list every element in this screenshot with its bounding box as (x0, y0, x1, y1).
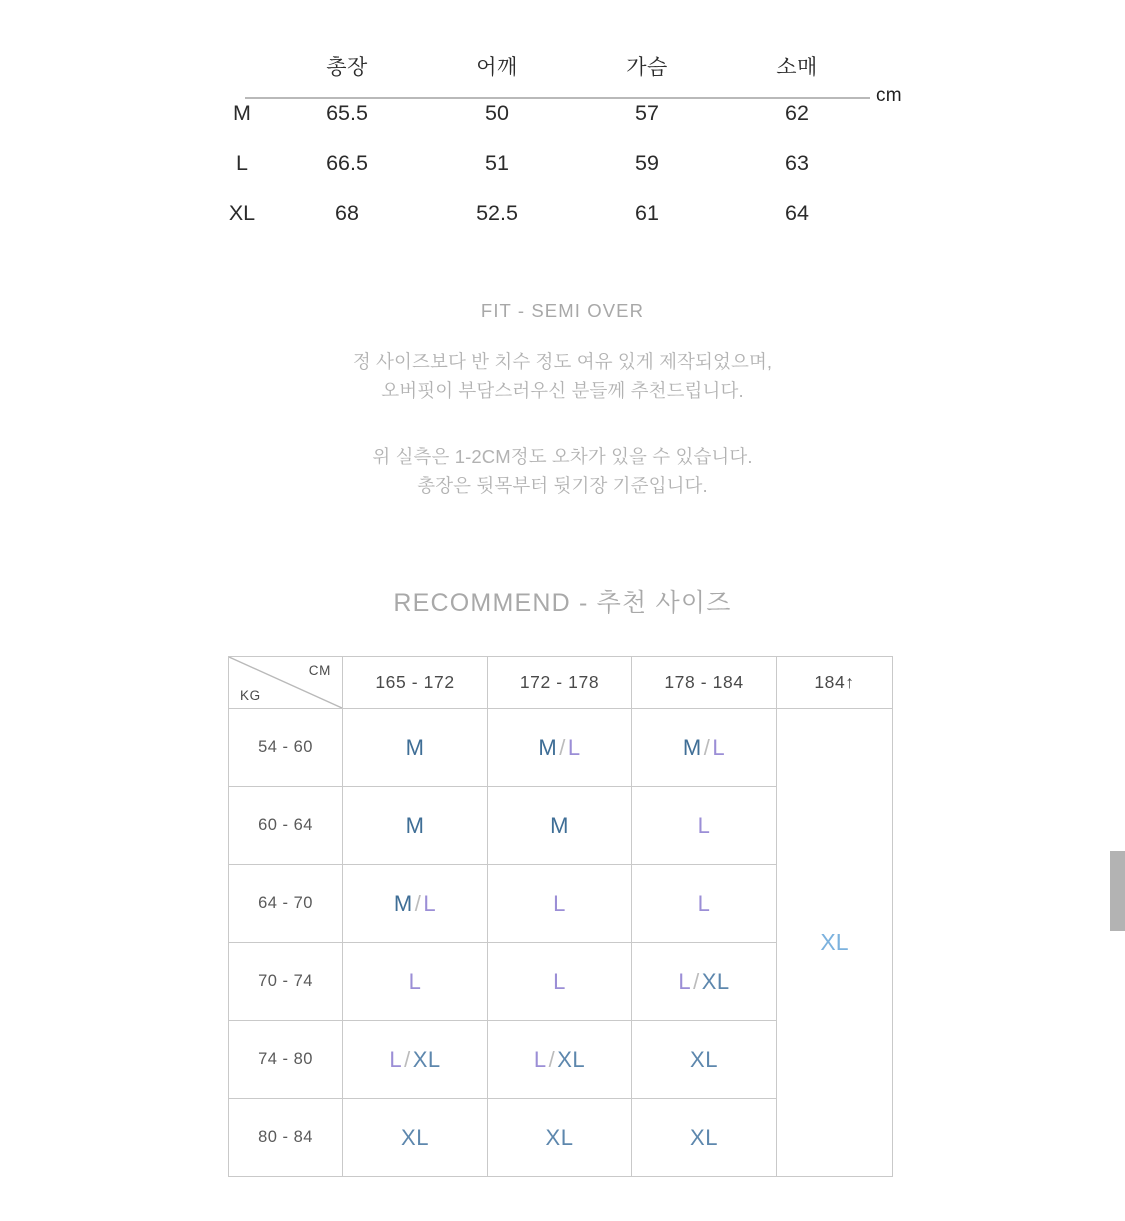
fit-paragraph-2-line-2: 총장은 뒷목부터 뒷기장 기준입니다. (417, 475, 708, 497)
size-table-header-row (212, 44, 872, 88)
recommend-cell-2-2 (632, 865, 777, 943)
recommend-cell-3-2 (632, 943, 777, 1021)
fit-paragraph-2 (0, 443, 1125, 500)
size-table-col-header-1: 어깨 (476, 56, 518, 79)
size-cell-xl-2: 61 (635, 200, 659, 225)
recommend-weight-label-1: 60 - 64 (229, 787, 343, 865)
recommend-section-heading: RECOMMEND - 추천 사이즈 (393, 589, 732, 617)
size-token-xl: XL (690, 1124, 718, 1150)
size-row-label-l: L (236, 150, 248, 175)
size-table-col-header-3: 소매 (776, 56, 818, 79)
recommend-cell-3-1 (488, 943, 632, 1021)
fit-paragraph-1-line-2: 오버핏이 부담스러우신 분들께 추천드립니다. (381, 379, 744, 401)
size-token-l: L (697, 890, 711, 916)
table-row (212, 88, 872, 138)
corner-kg-label: KG (240, 688, 261, 703)
size-token-separator: / (693, 968, 700, 994)
corner-cm-label: CM (308, 663, 331, 678)
size-token-m: M (405, 734, 425, 760)
recommend-cell-2-0 (343, 865, 488, 943)
size-row-label-m: M (233, 100, 251, 125)
fit-paragraph-1-line-1: 정 사이즈보다 반 치수 정도 여유 있게 제작되었으며, (352, 351, 773, 372)
size-token-separator: / (548, 1046, 556, 1072)
size-token-l: L (408, 968, 422, 994)
recommend-weight-label-3: 70 - 74 (229, 943, 343, 1021)
fit-paragraph-1 (0, 348, 1125, 405)
size-token-xl: XL (701, 968, 730, 994)
size-token-xl: XL (401, 1124, 429, 1150)
recommend-cell-merged-xl (777, 709, 893, 1177)
recommend-cell-3-0 (343, 943, 488, 1021)
recommend-cell-0-1 (488, 709, 632, 787)
size-token-separator: / (414, 890, 422, 916)
recommend-height-header-1: 172 - 178 (488, 657, 632, 709)
recommend-cell-2-1 (488, 865, 632, 943)
recommend-height-header-2: 178 - 184 (632, 657, 777, 709)
recommend-height-header-3: 184↑ (777, 657, 893, 709)
recommend-header-row (229, 657, 893, 709)
size-cell-m-0: 65.5 (326, 100, 368, 125)
recommend-cell-0-0 (343, 709, 488, 787)
fit-paragraph-2-line-1: 위 실측은 1-2CM정도 오차가 있을 수 있습니다. (372, 446, 753, 468)
size-token-separator: / (559, 734, 566, 760)
recommend-weight-label-5: 80 - 84 (229, 1099, 343, 1177)
size-token-l: L (678, 968, 692, 994)
size-token-m: M (682, 734, 702, 760)
size-cell-xl-0: 68 (335, 200, 359, 225)
size-token-m: M (405, 812, 425, 838)
size-token-l: L (533, 1046, 547, 1072)
size-table-header-divider (245, 97, 870, 99)
size-token-xl: XL (690, 1046, 718, 1072)
size-token-xl: XL (557, 1046, 586, 1072)
size-token-l: L (567, 734, 581, 760)
table-row (212, 138, 872, 188)
size-token-m: M (550, 812, 569, 838)
size-token-l: L (553, 890, 566, 916)
size-table-corner (212, 44, 272, 88)
recommend-weight-label-4: 74 - 80 (229, 1021, 343, 1099)
recommend-size-table (228, 656, 893, 1177)
recommend-table-body (229, 709, 893, 1177)
recommend-cell-1-1 (488, 787, 632, 865)
size-cell-m-3: 62 (785, 100, 809, 125)
size-cell-l-3: 63 (785, 150, 809, 175)
size-table-unit-label: cm (876, 85, 902, 106)
size-measurement-section (0, 0, 1125, 238)
recommend-cell-1-0 (343, 787, 488, 865)
fit-title: FIT - SEMI OVER (480, 300, 645, 321)
size-token-l: L (423, 890, 437, 916)
page-scrollbar-thumb[interactable] (1110, 851, 1125, 931)
recommend-size-section (228, 656, 892, 1177)
recommend-cell-4-1 (488, 1021, 632, 1099)
size-cell-xl-3: 64 (785, 200, 809, 225)
recommend-weight-label-2: 64 - 70 (229, 865, 343, 943)
recommend-cell-5-1 (488, 1099, 632, 1177)
recommend-corner-cell (229, 657, 343, 709)
size-token-xl: XL (545, 1124, 574, 1150)
table-row (229, 709, 893, 787)
recommend-cell-0-2 (632, 709, 777, 787)
size-token-l: L (553, 968, 566, 994)
recommend-cell-4-2 (632, 1021, 777, 1099)
recommend-cell-4-0 (343, 1021, 488, 1099)
size-token-m: M (538, 734, 558, 760)
size-token-m: M (393, 890, 413, 916)
size-token-separator: / (404, 1046, 411, 1072)
fit-description-section (0, 300, 1125, 501)
size-table-col-header-2: 가슴 (626, 56, 668, 79)
recommend-cell-1-2 (632, 787, 777, 865)
size-cell-l-2: 59 (635, 150, 659, 175)
size-cell-m-1: 50 (485, 100, 509, 125)
recommend-cell-5-2 (632, 1099, 777, 1177)
size-token-xl: XL (820, 929, 849, 955)
size-token-l: L (712, 734, 726, 760)
size-cell-xl-1: 52.5 (476, 200, 518, 225)
size-token-l: L (697, 812, 711, 838)
size-table-col-header-0: 총장 (326, 56, 368, 79)
size-token-xl: XL (412, 1046, 441, 1072)
recommend-height-header-0: 165 - 172 (343, 657, 488, 709)
size-measurement-table (212, 44, 872, 238)
size-cell-l-1: 51 (485, 150, 509, 175)
size-token-l: L (389, 1046, 403, 1072)
table-row (212, 188, 872, 238)
recommend-weight-label-0: 54 - 60 (229, 709, 343, 787)
size-row-label-xl: XL (228, 200, 256, 225)
size-token-separator: / (703, 734, 711, 760)
size-cell-l-0: 66.5 (326, 150, 368, 175)
recommend-cell-5-0 (343, 1099, 488, 1177)
size-cell-m-2: 57 (635, 100, 659, 125)
